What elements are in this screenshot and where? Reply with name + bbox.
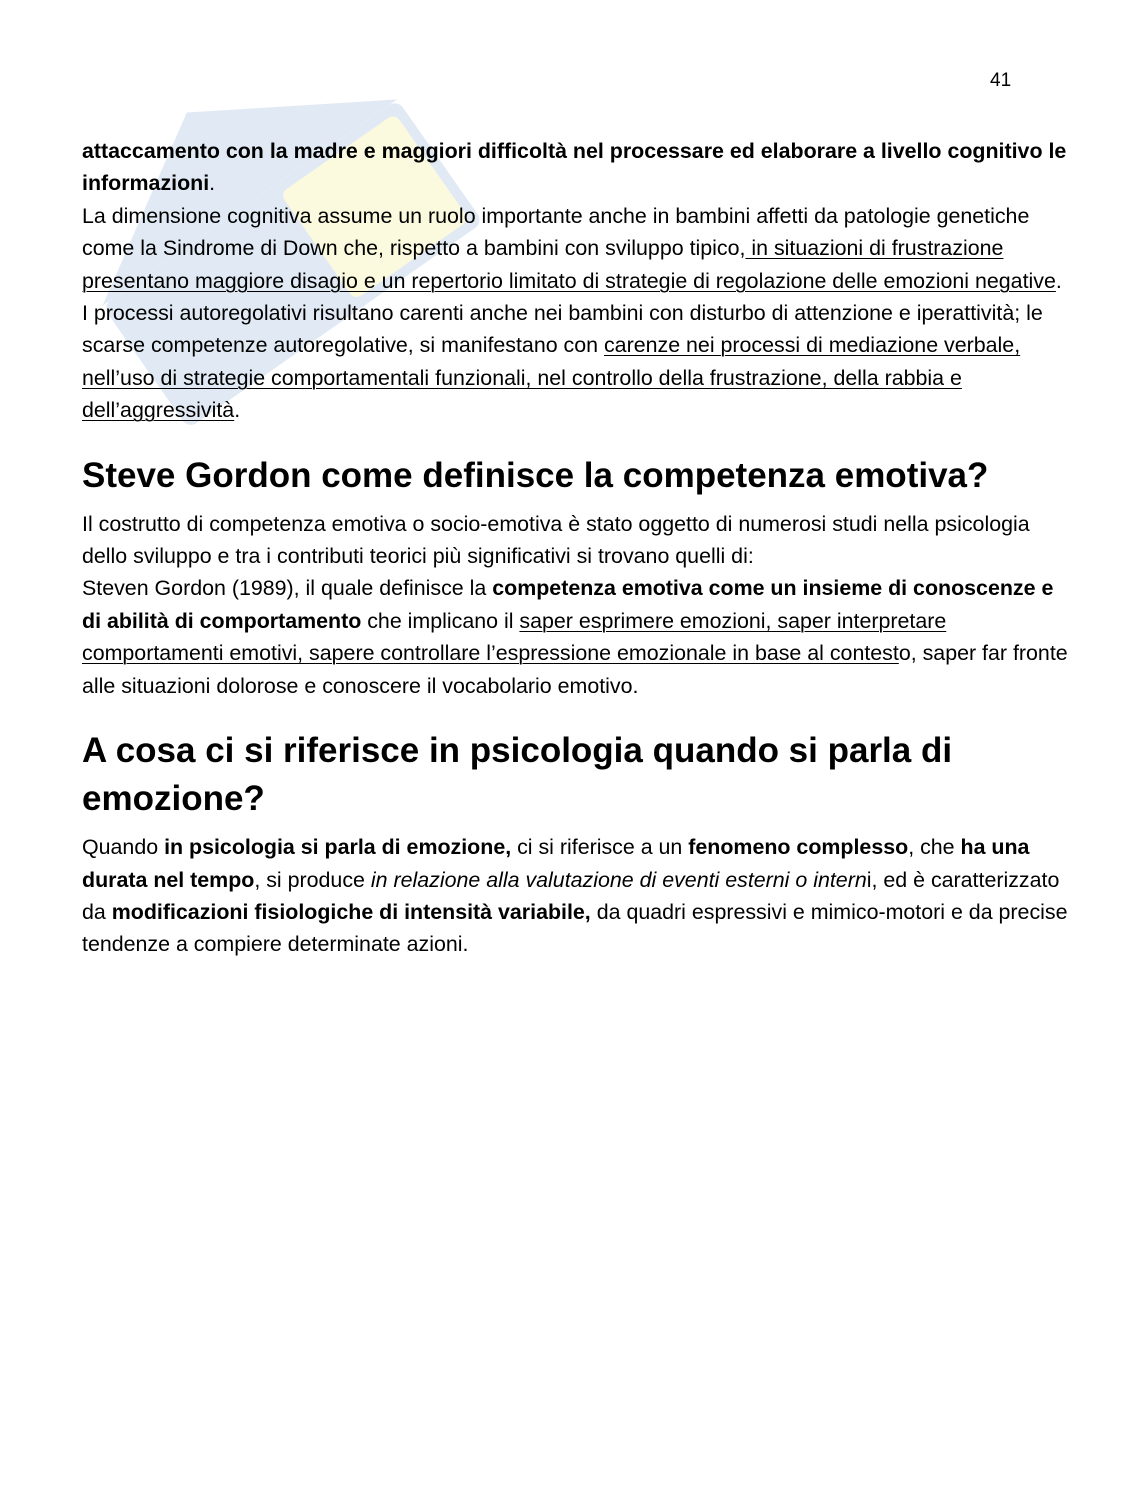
text: , che bbox=[908, 835, 961, 860]
underlined-text: in situazioni di frustrazione presentano maggiore disagio e un repertorio limitato di strategie di regolazione delle emozioni negative bbox=[82, 236, 1056, 293]
intro-paragraph-3 bbox=[82, 297, 1072, 427]
text: I processi autoregolativi risultano carenti anche nei bambini con disturbo di attenzione e iperattività; le scarse competenze autoregolative, si manifestano con bbox=[82, 301, 1043, 358]
text: , si produce bbox=[254, 867, 371, 892]
bold-text: in psicologia si parla di emozione, bbox=[164, 835, 512, 860]
italic-text: in relazione alla valutazione di eventi esterni o intern bbox=[370, 867, 867, 892]
text: ci si riferisce a un bbox=[511, 835, 689, 860]
text: da quadri espressivi e mimico-motori e da precise tendenze a compiere determinate azioni. bbox=[82, 899, 1068, 957]
text: Steven Gordon (1989), il quale definisce la bbox=[82, 576, 493, 601]
text: . bbox=[209, 171, 216, 196]
text: Quando bbox=[82, 835, 165, 860]
text: i, ed è caratterizzato da bbox=[82, 867, 1060, 924]
text: o, saper far fronte alle situazioni dolorose e conoscere il vocabolario emotivo. bbox=[82, 641, 1068, 698]
gordon-paragraph-1: Il costrutto di competenza emotiva o socio-emotiva è stato oggetto di numerosi studi nella psicologia dello sviluppo e tra i contributi teorici più significativi si trovano quelli di: bbox=[82, 511, 1030, 569]
intro-paragraph-2 bbox=[82, 200, 1072, 297]
bold-text: fenomeno complesso bbox=[688, 835, 909, 860]
page-number: 41 bbox=[990, 70, 1012, 91]
gordon-paragraph-2 bbox=[82, 572, 1072, 702]
underlined-text: saper esprimere emozioni, saper interpretare comportamenti emotivi, sapere controllare l’espressione emozionale in base al contest bbox=[82, 608, 947, 666]
text: . bbox=[234, 398, 241, 423]
bold-text: attaccamento con la madre e maggiori difficoltà nel processare ed elaborare a livello cognitivo le informazioni bbox=[82, 139, 1067, 196]
text: . bbox=[1055, 268, 1062, 293]
underlined-text: carenze nei processi di mediazione verbale, nell’uso di strategie comportamentali funzionali, nel controllo della frustrazione, della rabbia e dell’aggressività bbox=[82, 333, 1021, 423]
text: che implicano il bbox=[361, 608, 520, 633]
intro-paragraph-1 bbox=[82, 135, 1072, 200]
bold-text: ha una durata nel tempo bbox=[82, 835, 1030, 892]
heading-gordon: Steve Gordon come definisce la competenza emotiva? bbox=[82, 455, 989, 495]
text: La dimensione cognitiva assume un ruolo importante anche in bambini affetti da patologie genetiche come la Sindrome di Down che, rispetto a bambini con sviluppo tipico, bbox=[82, 203, 1030, 261]
heading-emozione: A cosa ci si riferisce in psicologia quando si parla di emozione? bbox=[82, 731, 953, 819]
page-content bbox=[82, 135, 1072, 961]
bold-text: competenza emotiva come un insieme di conoscenze e di abilità di comportamento bbox=[82, 576, 1054, 633]
emozione-paragraph bbox=[82, 831, 1072, 961]
bold-text: modificazioni fisiologiche di intensità variabile, bbox=[111, 899, 591, 924]
